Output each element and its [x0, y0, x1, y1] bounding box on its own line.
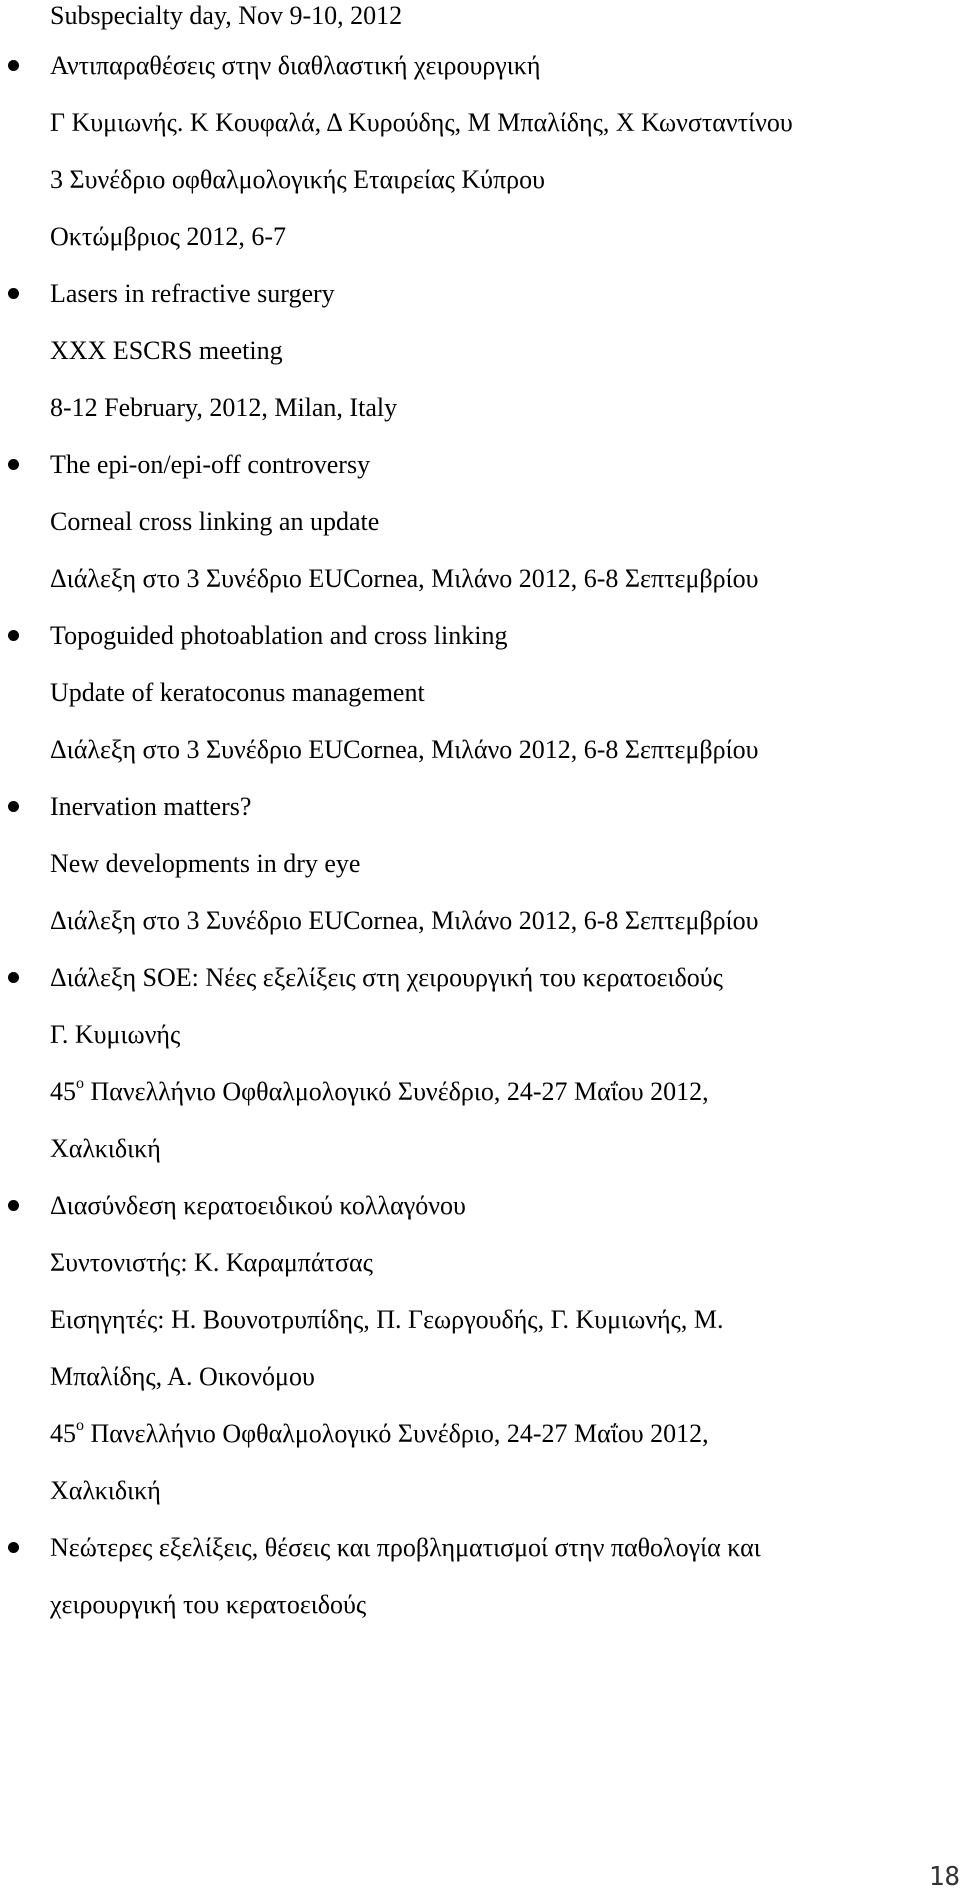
entry-coordinator: Συντονιστής: Κ. Καραμπάτσας: [50, 1248, 373, 1277]
congress-ordinal: ο: [76, 1075, 84, 1093]
entry-venue: Διάλεξη στο 3 Συνέδριο EUCornea, Μιλάνο 2012, 6-8 Σεπτεμβρίου: [50, 735, 759, 764]
entry-venue: Διάλεξη στο 3 Συνέδριο EUCornea, Μιλάνο 2012, 6-8 Σεπτεμβρίου: [50, 906, 759, 935]
list-item: [0, 436, 960, 607]
congress-number: 45: [50, 1077, 76, 1106]
entry-subtitle: New developments in dry eye: [50, 849, 361, 878]
entry-congress: [50, 1063, 960, 1120]
bullet-icon: [8, 972, 19, 983]
entry-title: Νεώτερες εξελίξεις, θέσεις και προβληματισμοί στην παθολογία και: [50, 1533, 761, 1562]
entry-speakers: Εισηγητές: Η. Βουνοτρυπίδης, Π. Γεωργουδής, Γ. Κυμιωνής, Μ.: [50, 1305, 724, 1334]
bullet-icon: [8, 1542, 19, 1553]
congress-ordinal: ο: [76, 1417, 84, 1435]
list-item: [0, 37, 960, 265]
list-item: [0, 607, 960, 778]
entry-venue: Διάλεξη στο 3 Συνέδριο EUCornea, Μιλάνο 2012, 6-8 Σεπτεμβρίου: [50, 564, 759, 593]
list-item: [0, 1177, 960, 1519]
entry-title: Διάλεξη SOE: Νέες εξελίξεις στη χειρουργική του κερατοειδούς: [50, 963, 723, 992]
entry-place: Χαλκιδική: [50, 1476, 161, 1505]
lead-line: Subspecialty day, Nov 9-10, 2012: [50, 1, 403, 30]
entry-title: Topoguided photoablation and cross linking: [50, 621, 508, 650]
congress-details: Πανελλήνιο Οφθαλμολογικό Συνέδριο, 24-27 Μαΐου 2012,: [84, 1419, 709, 1448]
list-item: [0, 265, 960, 436]
lecture-list: [0, 37, 960, 1633]
entry-speakers-continued: Μπαλίδης, Α. Οικονόμου: [50, 1362, 315, 1391]
list-item: [0, 1519, 960, 1633]
entry-title: Αντιπαραθέσεις στην διαθλαστική χειρουργική: [50, 51, 541, 80]
bullet-icon: [8, 459, 19, 470]
bullet-icon: [8, 630, 19, 641]
entry-subtitle: Corneal cross linking an update: [50, 507, 380, 536]
bullet-icon: [8, 288, 19, 299]
list-item: [0, 778, 960, 949]
entry-date: Οκτώμβριος 2012, 6-7: [50, 222, 287, 251]
entry-title: Lasers in refractive surgery: [50, 279, 335, 308]
entry-title: The epi-on/epi-off controversy: [50, 450, 371, 479]
entry-authors: Γ Κυμιωνής. Κ Κουφαλά, Δ Κυρούδης, Μ Μπαλίδης, Χ Κωνσταντίνου: [50, 108, 793, 137]
entry-title-continued: χειρουργική του κερατοειδούς: [50, 1590, 367, 1619]
entry-authors: Γ. Κυμιωνής: [50, 1020, 181, 1049]
entry-title: Διασύνδεση κερατοειδικού κολλαγόνου: [50, 1191, 466, 1220]
bullet-icon: [8, 60, 19, 71]
entry-title: Inervation matters?: [50, 792, 252, 821]
entry-congress: [50, 1405, 960, 1462]
entry-venue: 3 Συνέδριο οφθαλμολογικής Εταιρείας Κύπρου: [50, 165, 545, 194]
congress-details: Πανελλήνιο Οφθαλμολογικό Συνέδριο, 24-27 Μαΐου 2012,: [84, 1077, 709, 1106]
entry-place: Χαλκιδική: [50, 1134, 161, 1163]
entry-date: 8-12 February, 2012, Milan, Italy: [50, 393, 398, 422]
congress-number: 45: [50, 1419, 76, 1448]
entry-subtitle: Update of keratoconus management: [50, 678, 425, 707]
bullet-icon: [8, 801, 19, 812]
bullet-icon: [8, 1200, 19, 1211]
list-item: [0, 949, 960, 1177]
entry-venue: XXX ESCRS meeting: [50, 336, 283, 365]
page-number: 18: [928, 1862, 960, 1892]
